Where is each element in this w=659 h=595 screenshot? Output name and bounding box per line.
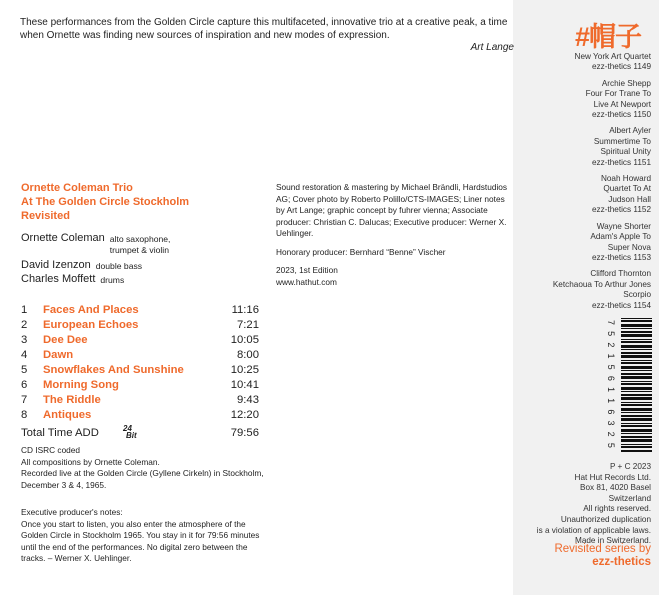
barcode-bar: [621, 318, 652, 319]
catalog-number: ezz-thetics 1149: [591, 62, 651, 72]
copyright-line: Hat Hut Records Ltd.: [574, 472, 651, 482]
copyright-line: Unauthorized duplication: [560, 514, 651, 524]
barcode-digit: 1: [606, 398, 616, 404]
track-number: 6: [21, 379, 28, 391]
compositions-note: All compositions by Ornette Coleman.: [21, 456, 160, 467]
track-title: The Riddle: [43, 394, 101, 406]
catalog-entry: [511, 52, 651, 73]
track-title: European Echoes: [43, 319, 139, 331]
copyright-line: is a violation of applicable laws.: [536, 525, 651, 535]
musician-name: Charles Moffett: [21, 273, 96, 285]
track-row: [21, 348, 259, 363]
barcode-bar: [621, 418, 652, 421]
barcode-bar: [621, 362, 652, 364]
barcode-digit: 5: [606, 442, 616, 448]
catalog-entry: [511, 174, 651, 216]
barcode-bar: [621, 429, 652, 432]
barcode: [604, 318, 652, 452]
total-time-label: Total Time ADD: [21, 427, 99, 439]
track-row: [21, 378, 259, 393]
track-number: 1: [21, 304, 28, 316]
catalog-number: ezz-thetics 1153: [591, 252, 651, 262]
track-time: 12:20: [230, 409, 259, 421]
barcode-bar: [621, 404, 652, 406]
catalog-entry: [511, 269, 651, 311]
catalog-number: ezz-thetics 1154: [591, 300, 651, 310]
track-time: 7:21: [237, 319, 259, 331]
catalog-title: Summertime To Spiritual Unity: [593, 136, 651, 157]
barcode-bar: [621, 439, 652, 442]
personnel-row: [21, 273, 251, 286]
barcode-bar: [621, 355, 652, 358]
musician-name: Ornette Coleman: [21, 232, 105, 244]
catalog-artist: Archie Shepp: [601, 78, 651, 88]
barcode-bar: [621, 373, 652, 375]
track-time: 10:05: [230, 334, 259, 346]
logo-hash: #: [574, 22, 589, 52]
liner-quote: These performances from the Golden Circle capture this multifaceted, innovative trio at a creative peak, a time when Ornette was finding new sources of inspiration and new modes of expression.: [20, 17, 508, 41]
musician-instrument: alto saxophone, trumpet & violin: [109, 234, 171, 255]
track-row: [21, 393, 259, 408]
barcode-digit: 3: [606, 420, 616, 426]
track-time: 11:16: [231, 304, 259, 316]
track-number: 7: [21, 394, 28, 406]
track-title: Snowflakes And Sunshine: [43, 364, 184, 376]
track-number: 8: [21, 409, 28, 421]
track-row: [21, 303, 259, 318]
website-text: www.hathut.com: [276, 276, 337, 287]
barcode-bar: [621, 415, 652, 417]
barcode-bar: [621, 381, 652, 382]
track-title: Morning Song: [43, 379, 119, 391]
barcode-bar: [621, 397, 652, 400]
track-number: 2: [21, 319, 28, 331]
barcode-bar: [621, 324, 652, 327]
barcode-digit: 1: [606, 387, 616, 393]
track-row: [21, 363, 259, 378]
personnel-row: [21, 259, 251, 273]
catalog-artist: Clifford Thornton: [590, 269, 651, 279]
series-brand: ezz-thetics: [592, 556, 651, 568]
barcode-bar: [621, 402, 652, 403]
barcode-digit: 6: [606, 409, 616, 415]
barcode-bar: [621, 433, 652, 434]
album-title: [21, 181, 189, 223]
barcode-bar: [621, 394, 652, 396]
musician-instrument: drums: [100, 275, 125, 285]
barcode-bar: [621, 331, 652, 333]
exec-notes-text: Once you start to listen, you also enter the atmosphere of the Golden Circle in Stockholm 1965. You stay in it for 79:56 minutes until the end of the performances. No digital zero between the tracks. – Werner X. Uehlinger.: [21, 518, 260, 563]
barcode-digit: 2: [606, 342, 616, 348]
track-list: [21, 303, 259, 423]
catalog-number: ezz-thetics 1150: [591, 110, 651, 120]
recording-notes: [21, 445, 271, 491]
total-time-value: 79:56: [230, 427, 259, 439]
barcode-bar: [621, 436, 652, 438]
catalog-list: [511, 52, 651, 317]
logo-text: 帽子: [589, 22, 641, 52]
album-title-line: At The Golden Circle Stockholm: [21, 196, 190, 208]
catalog-artist: New York Art Quartet: [574, 52, 651, 61]
catalog-title: Adam's Apple To Super Nova: [590, 232, 651, 252]
edition-info: [276, 265, 508, 288]
track-time: 10:41: [230, 379, 259, 391]
exec-notes-heading: Executive producer's notes:: [21, 507, 123, 517]
barcode-digit: 5: [606, 331, 616, 337]
track-row: [21, 408, 259, 423]
track-time: 9:43: [237, 394, 259, 406]
catalog-title: Ketchaoua To Arthur Jones Scorpio: [552, 279, 651, 300]
catalog-number: ezz-thetics 1152: [591, 205, 651, 215]
catalog-number: ezz-thetics 1151: [591, 157, 651, 167]
barcode-bar: [621, 349, 652, 350]
recorded-note: Recorded live at the Golden Circle (Gyllene Cirkeln) in Stockholm, December 3 & 4, 1965.: [21, 468, 264, 490]
barcode-bar: [621, 345, 652, 348]
total-time-row: [21, 424, 259, 443]
musician-instrument: double bass: [95, 261, 143, 271]
catalog-entry: [511, 222, 651, 264]
executive-notes: [21, 507, 271, 565]
label-logo: [575, 15, 641, 54]
barcode-bar: [621, 412, 652, 413]
barcode-bar: [621, 360, 652, 361]
barcode-bar: [621, 339, 652, 340]
barcode-bar: [621, 444, 652, 445]
edition-text: 2023, 1st Edition: [276, 265, 338, 275]
honorary-producer: Honorary producer: Bernhard “Benne” Vischer: [276, 247, 446, 257]
track-number: 4: [21, 349, 28, 361]
track-title: Faces And Places: [43, 304, 139, 316]
barcode-digit: 2: [606, 431, 616, 437]
track-time: 10:25: [230, 364, 259, 376]
copyright-block: [501, 462, 651, 547]
copyright-line: Box 81, 4020 Basel: [579, 483, 651, 493]
copyright-line: Switzerland: [608, 493, 651, 503]
copyright-line: Made in Switzerland.: [575, 536, 651, 546]
barcode-bar: [621, 334, 652, 337]
personnel-row: [21, 232, 251, 259]
barcode-bar: [621, 383, 652, 385]
barcode-bar: [621, 423, 652, 424]
series-label: Revisited series by: [554, 543, 651, 555]
barcode-bar: [621, 446, 652, 448]
catalog-title: Four For Trane To Live At Newport: [585, 89, 651, 109]
catalog-title: Quartet To At Judson Hall: [603, 184, 651, 204]
barcode-bar: [621, 376, 652, 379]
barcode-bar: [621, 370, 652, 371]
barcode-bar: [621, 352, 652, 354]
copyright-line: P + C 2023: [609, 462, 651, 471]
isrc-note: CD ISRC coded: [21, 445, 81, 455]
barcode-bar: [621, 387, 652, 390]
quote-author: Art Lange: [470, 42, 514, 53]
barcode-bar: [621, 320, 652, 322]
track-time: 8:00: [237, 349, 259, 361]
track-title: Dawn: [43, 349, 74, 361]
copyright-line: All rights reserved.: [583, 504, 651, 514]
bit-depth-number: 24: [123, 424, 132, 433]
barcode-bar: [621, 366, 652, 369]
barcode-digit: 5: [606, 364, 616, 370]
album-title-line: Ornette Coleman Trio: [21, 182, 133, 194]
barcode-bar: [621, 408, 652, 411]
catalog-artist: Wayne Shorter: [596, 221, 651, 231]
barcode-digit: 6: [606, 375, 616, 381]
bit-depth-word: Bit: [126, 431, 137, 440]
catalog-entry: [511, 79, 651, 121]
catalog-entry: [511, 126, 651, 168]
personnel-list: [21, 232, 251, 286]
album-title-line: Revisited: [21, 210, 70, 222]
musician-name: David Izenzon: [21, 259, 91, 271]
barcode-bar: [621, 450, 652, 452]
barcode-digit: 7: [606, 320, 616, 326]
catalog-artist: Albert Ayler: [609, 126, 651, 136]
barcode-bar: [621, 341, 652, 343]
barcode-bar: [621, 391, 652, 392]
track-title: Dee Dee: [43, 334, 88, 346]
barcode-bar: [621, 425, 652, 427]
barcode-bar: [621, 328, 652, 329]
track-row: [21, 333, 259, 348]
catalog-artist: Noah Howard: [600, 174, 651, 184]
barcode-digit: 1: [606, 353, 616, 359]
track-number: 3: [21, 334, 28, 346]
production-credits: Sound restoration & mastering by Michael Brändli, Hardstudios AG; Cover photo by Roberto Polillo/CTS-IMAGES; Liner notes by Art Lange; graphic concept by fuhrer vienna; Associate producer: Christian C. Dalucas; Executive producer: Werner X. Uehlinger.: [276, 182, 508, 238]
track-title: Antiques: [43, 409, 92, 421]
track-number: 5: [21, 364, 28, 376]
track-row: [21, 318, 259, 333]
